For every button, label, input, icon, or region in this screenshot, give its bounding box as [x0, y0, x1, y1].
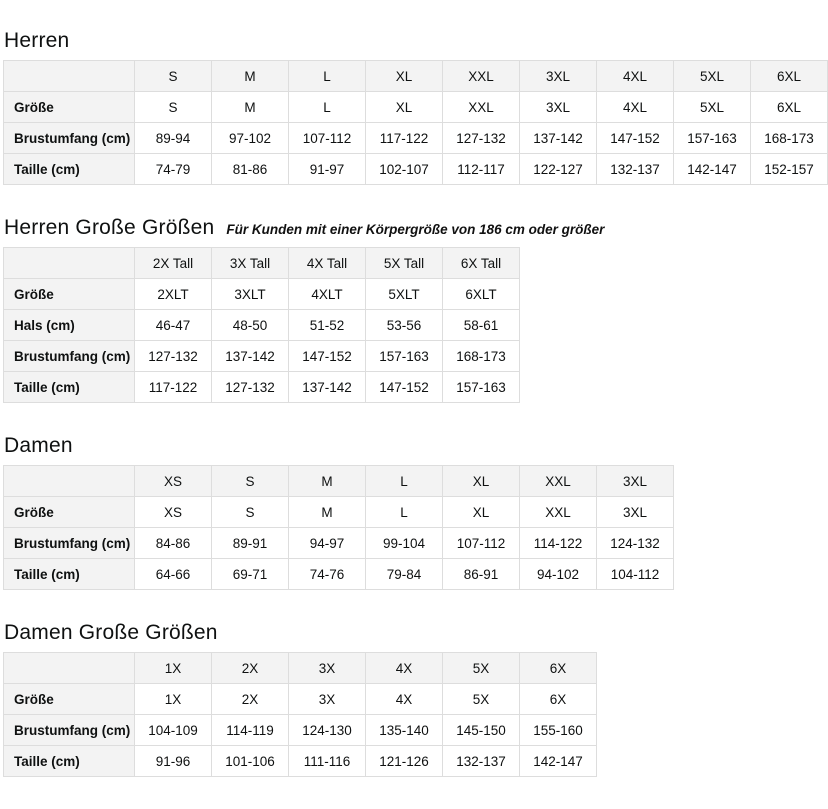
table-cell: 3XL [520, 92, 597, 123]
table-cell: 3XLT [212, 279, 289, 310]
table-cell: 147-152 [289, 341, 366, 372]
table-cell: 86-91 [443, 559, 520, 590]
column-header: XXL [520, 466, 597, 497]
table-cell: 3X [289, 684, 366, 715]
table-cell: 6XLT [443, 279, 520, 310]
table-cell: 107-112 [289, 123, 366, 154]
table-cell: 91-97 [289, 154, 366, 185]
table-cell: 117-122 [135, 372, 212, 403]
table-row [4, 341, 520, 372]
column-header: S [135, 61, 212, 92]
table-row [4, 92, 828, 123]
table-cell: 97-102 [212, 123, 289, 154]
size-chart-section-damen-grosse-groessen [3, 621, 828, 777]
table-cell: 137-142 [520, 123, 597, 154]
table-cell: 122-127 [520, 154, 597, 185]
section-title: Herren Große Größen [4, 216, 215, 240]
table-cell: 74-76 [289, 559, 366, 590]
column-header: 6X [520, 653, 597, 684]
column-header: L [289, 61, 366, 92]
table-cell: 132-137 [443, 746, 520, 777]
column-header: L [366, 466, 443, 497]
table-cell: 51-52 [289, 310, 366, 341]
row-label: Brustumfang (cm) [4, 715, 135, 746]
table-cell: 6XL [751, 92, 828, 123]
section-title: Damen [4, 434, 73, 458]
column-header: XXL [443, 61, 520, 92]
column-header: 4X [366, 653, 443, 684]
row-label: Größe [4, 92, 135, 123]
table-cell: 155-160 [520, 715, 597, 746]
section-title: Herren [4, 29, 70, 52]
table-row [4, 154, 828, 185]
section-title: Damen Große Größen [4, 621, 218, 645]
table-cell: 3XL [597, 497, 674, 528]
table-cell: 99-104 [366, 528, 443, 559]
table-cell: 64-66 [135, 559, 212, 590]
column-header: M [289, 466, 366, 497]
table-row [4, 559, 674, 590]
size-chart-section-herren-grosse-groessen [3, 216, 828, 403]
table-cell: S [135, 92, 212, 123]
table-cell: 104-109 [135, 715, 212, 746]
table-cell: 117-122 [366, 123, 443, 154]
size-chart-page [0, 29, 828, 777]
row-label: Taille (cm) [4, 372, 135, 403]
row-label: Taille (cm) [4, 154, 135, 185]
column-header: 4X Tall [289, 248, 366, 279]
column-header: XL [443, 466, 520, 497]
table-cell: 94-97 [289, 528, 366, 559]
column-header: 5X [443, 653, 520, 684]
section-subtitle: Für Kunden mit einer Körpergröße von 186 cm oder größer [226, 222, 605, 238]
table-cell: 168-173 [751, 123, 828, 154]
table-cell: S [212, 497, 289, 528]
table-cell: XL [443, 497, 520, 528]
table-cell: 121-126 [366, 746, 443, 777]
column-header: XS [135, 466, 212, 497]
table-cell: 101-106 [212, 746, 289, 777]
column-header: 2X Tall [135, 248, 212, 279]
header-row [4, 248, 520, 279]
table-cell: 84-86 [135, 528, 212, 559]
table-cell: 142-147 [520, 746, 597, 777]
table-cell: 127-132 [443, 123, 520, 154]
header-row [4, 653, 597, 684]
table-cell: 145-150 [443, 715, 520, 746]
section-title-row [4, 216, 828, 239]
table-cell: 89-91 [212, 528, 289, 559]
table-cell: 127-132 [135, 341, 212, 372]
table-cell: 157-163 [366, 341, 443, 372]
row-label: Taille (cm) [4, 559, 135, 590]
column-header: 4XL [597, 61, 674, 92]
table-cell: XXL [520, 497, 597, 528]
header-row [4, 466, 674, 497]
row-label: Hals (cm) [4, 310, 135, 341]
size-table-herren [3, 60, 828, 185]
size-chart-section-herren [3, 29, 828, 185]
table-row [4, 372, 520, 403]
table-row [4, 279, 520, 310]
table-cell: 104-112 [597, 559, 674, 590]
column-header: 2X [212, 653, 289, 684]
table-cell: 94-102 [520, 559, 597, 590]
table-cell: 152-157 [751, 154, 828, 185]
table-cell: 46-47 [135, 310, 212, 341]
table-cell: 137-142 [212, 341, 289, 372]
table-row [4, 528, 674, 559]
table-cell: 124-130 [289, 715, 366, 746]
table-cell: 147-152 [366, 372, 443, 403]
table-cell: 89-94 [135, 123, 212, 154]
table-row [4, 310, 520, 341]
corner-cell [4, 466, 135, 497]
table-row [4, 746, 597, 777]
column-header: XL [366, 61, 443, 92]
table-cell: 124-132 [597, 528, 674, 559]
section-title-row [4, 29, 828, 52]
column-header: 6X Tall [443, 248, 520, 279]
corner-cell [4, 61, 135, 92]
size-table-herren-grosse-groessen [3, 247, 520, 403]
row-label: Größe [4, 684, 135, 715]
column-header: S [212, 466, 289, 497]
table-cell: 2X [212, 684, 289, 715]
column-header: 3X [289, 653, 366, 684]
row-label: Brustumfang (cm) [4, 528, 135, 559]
row-label: Größe [4, 497, 135, 528]
table-cell: 2XLT [135, 279, 212, 310]
table-cell: 157-163 [674, 123, 751, 154]
column-header: 3XL [520, 61, 597, 92]
column-header: 3X Tall [212, 248, 289, 279]
table-cell: 6X [520, 684, 597, 715]
row-label: Brustumfang (cm) [4, 123, 135, 154]
column-header: 1X [135, 653, 212, 684]
table-cell: 111-116 [289, 746, 366, 777]
table-cell: 135-140 [366, 715, 443, 746]
table-cell: 142-147 [674, 154, 751, 185]
size-table-damen [3, 465, 674, 590]
table-cell: 132-137 [597, 154, 674, 185]
table-cell: 114-122 [520, 528, 597, 559]
table-row [4, 497, 674, 528]
table-cell: 112-117 [443, 154, 520, 185]
size-chart-section-damen [3, 434, 828, 590]
table-cell: 1X [135, 684, 212, 715]
table-cell: 5X [443, 684, 520, 715]
table-cell: 137-142 [289, 372, 366, 403]
column-header: 5XL [674, 61, 751, 92]
table-cell: XXL [443, 92, 520, 123]
table-cell: L [289, 92, 366, 123]
table-cell: 102-107 [366, 154, 443, 185]
row-label: Taille (cm) [4, 746, 135, 777]
table-cell: 5XL [674, 92, 751, 123]
row-label: Größe [4, 279, 135, 310]
corner-cell [4, 653, 135, 684]
table-cell: 91-96 [135, 746, 212, 777]
table-row [4, 684, 597, 715]
table-cell: 107-112 [443, 528, 520, 559]
table-cell: 157-163 [443, 372, 520, 403]
table-cell: 53-56 [366, 310, 443, 341]
section-title-row [4, 621, 828, 644]
column-header: 6XL [751, 61, 828, 92]
table-cell: M [212, 92, 289, 123]
column-header: 3XL [597, 466, 674, 497]
table-cell: 4XLT [289, 279, 366, 310]
table-cell: 114-119 [212, 715, 289, 746]
table-cell: 69-71 [212, 559, 289, 590]
section-title-row [4, 434, 828, 457]
table-row [4, 123, 828, 154]
table-cell: 48-50 [212, 310, 289, 341]
table-cell: 168-173 [443, 341, 520, 372]
table-cell: 58-61 [443, 310, 520, 341]
table-cell: 147-152 [597, 123, 674, 154]
size-table-damen-grosse-groessen [3, 652, 597, 777]
column-header: M [212, 61, 289, 92]
table-cell: XL [366, 92, 443, 123]
table-cell: 5XLT [366, 279, 443, 310]
table-cell: L [366, 497, 443, 528]
header-row [4, 61, 828, 92]
column-header: 5X Tall [366, 248, 443, 279]
table-cell: 79-84 [366, 559, 443, 590]
row-label: Brustumfang (cm) [4, 341, 135, 372]
table-cell: 74-79 [135, 154, 212, 185]
table-cell: 4X [366, 684, 443, 715]
table-cell: M [289, 497, 366, 528]
table-cell: 4XL [597, 92, 674, 123]
corner-cell [4, 248, 135, 279]
table-row [4, 715, 597, 746]
table-cell: 81-86 [212, 154, 289, 185]
table-cell: 127-132 [212, 372, 289, 403]
table-cell: XS [135, 497, 212, 528]
